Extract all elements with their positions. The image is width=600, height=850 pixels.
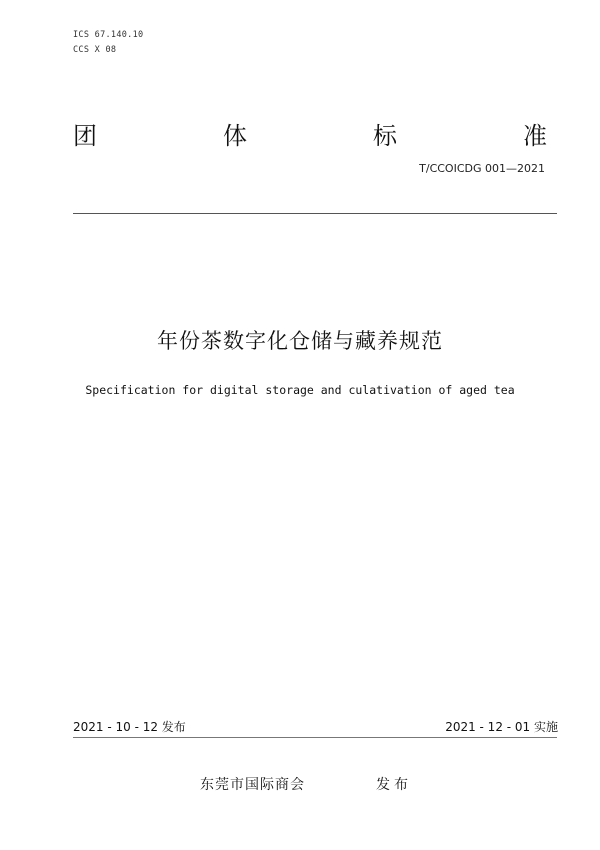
publish-label: 发布 (376, 777, 412, 793)
ics-code: ICS 67.140.10 (73, 30, 144, 40)
issue-date: 2021 - 10 - 12 发布 (73, 720, 186, 734)
standard-type-heading (73, 116, 547, 151)
document-title-en: Specification for digital storage and culativation of aged tea (85, 383, 515, 397)
publisher-name: 东莞市国际商会 (200, 777, 305, 793)
header-divider (73, 213, 557, 214)
document-title-zh: 年份茶数字化仓储与藏养规范 (157, 329, 443, 353)
standard-type-char: 团 (73, 122, 97, 150)
implementation-date: 2021 - 12 - 01 实施 (445, 720, 558, 734)
ccs-code: CCS X 08 (73, 45, 117, 55)
standard-type-char: 标 (373, 122, 397, 150)
standard-code: T/CCOICDG 001—2021 (419, 162, 545, 175)
standard-type-char: 体 (223, 122, 247, 150)
standard-type-char: 准 (523, 122, 547, 150)
footer-divider (73, 737, 557, 738)
